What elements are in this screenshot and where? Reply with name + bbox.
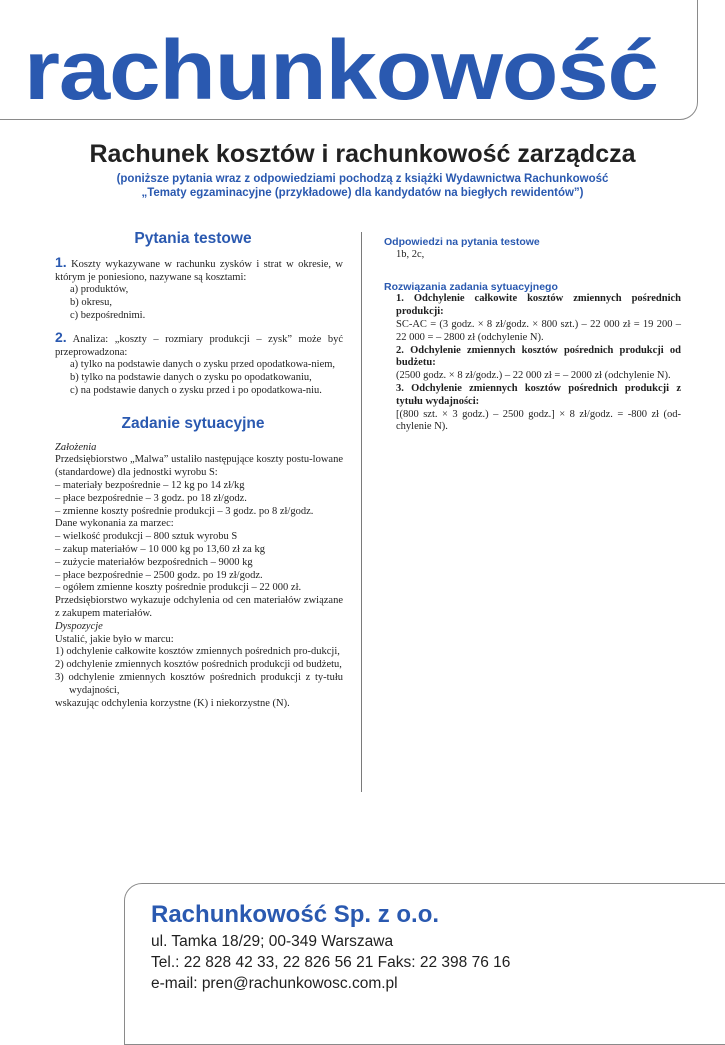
case-note: Przedsiębiorstwo wykazuje odchylenia od cen materiałów związane z zakupem materiałów.	[55, 595, 343, 619]
tests-heading: Pytania testowe	[134, 230, 252, 247]
question-2-text: Analiza: „koszty – rozmiary produkcji – zysk” może być przeprowadzona:	[55, 333, 343, 358]
q2-option-c: c) na podstawie danych o zysku przed i po opodatkowa-niu.	[70, 384, 322, 396]
question-1-text: Koszty wykazywane w rachunku zysków i strat w okresie, w którym je poniesiono, nazywane są kosztami:	[55, 258, 343, 283]
standard-cost-item: – płace bezpośrednie – 3 godz. po 18 zł/godz.	[55, 492, 247, 504]
solution-3-title: 3. Odchylenie zmiennych kosztów pośrednich produkcji z tytułu wydajności:	[396, 382, 681, 407]
case-intro: Przedsiębiorstwo „Malwa” ustaliło następujące koszty postu-lowane (standardowe) dla jednostki wyrobu S:	[55, 454, 343, 479]
standard-costs-list	[43, 480, 343, 518]
march-data-item: – wielkość produkcji – 800 sztuk wyrobu S	[55, 531, 238, 543]
solution-3-body: [(800 szt. × 3 godz.) – 2500 godz.] × 8 zł/godz. = -800 zł (od-chylenie N).	[396, 408, 681, 433]
assumptions-label: Założenia	[55, 441, 97, 453]
right-column	[384, 236, 681, 434]
solutions-heading: Rozwiązania zadania sytuacyjnego	[384, 280, 558, 293]
question-2	[43, 328, 343, 360]
march-data-list	[43, 531, 343, 595]
answers-text: 1b, 2c,	[396, 248, 425, 260]
solution-1-body: SC-AC = (3 godz. × 8 zł/godz. × 800 szt.) – 22 000 zł = 19 200 – 22 000 = – 2800 zł (odchylenie N).	[396, 318, 681, 343]
brand-logo: rachunkowość	[24, 23, 658, 117]
solution-1-title: 1. Odchylenie całkowite kosztów zmiennych pośrednich produkcji:	[396, 293, 681, 318]
solution-2-title: 2. Odchylenie zmiennych kosztów pośrednich produkcji od budżetu:	[396, 344, 681, 369]
march-data-item: – zakup materiałów – 10 000 kg po 13,60 zł za kg	[55, 543, 265, 555]
task-list	[43, 646, 343, 697]
solution-2-title-text: 2. Odchylenie zmiennych kosztów pośrednich produkcji od budżetu	[396, 344, 681, 369]
case-heading: Zadanie sytuacyjne	[121, 414, 265, 432]
q1-option-c: c) bezpośrednimi.	[70, 309, 146, 321]
q2-option-a: a) tylko na podstawie danych o zysku przed opodatkowa-niem,	[70, 359, 336, 371]
solution-3-title-text: 3. Odchylenie zmiennych kosztów pośrednich produkcji z tytułu wydajności	[396, 382, 681, 407]
solution-1-title-text: 1. Odchylenie całkowite kosztów zmiennych pośrednich produkcji	[396, 293, 681, 318]
march-data-item: – płace bezpośrednie – 2500 godz. po 19 zł/godz.	[55, 569, 263, 581]
question-1-number: 1.	[55, 253, 67, 270]
company-email[interactable]: e-mail: pren@rachunkowosc.com.pl	[151, 975, 398, 992]
left-column	[43, 232, 343, 710]
question-2-number: 2.	[55, 328, 67, 345]
standard-cost-item: – zmienne koszty pośrednie produkcji – 3 godz. po 8 zł/godz.	[55, 505, 314, 517]
disposition-label: Dyspozycje	[55, 620, 103, 632]
q1-option-b: b) okresu,	[70, 297, 112, 309]
q2-option-b: b) tylko na podstawie danych o zysku po opodatkowaniu,	[70, 372, 312, 384]
solution-2-body: (2500 godz. × 8 zł/godz.) – 22 000 zł = – 2000 zł (odchylenie N).	[396, 370, 671, 382]
task-item-3: 3) odchylenie zmiennych kosztów pośrednich produkcji z ty-tułu wydajności,	[55, 671, 343, 696]
q1-option-a: a) produktów,	[70, 284, 129, 296]
subtitle-line-1: (poniższe pytania wraz z odpowiedziami pochodzą z książki Wydawnictwa Rachunkowość	[116, 173, 609, 185]
answers-heading: Odpowiedzi na pytania testowe	[384, 236, 540, 248]
standard-cost-item: – materiały bezpośrednie – 12 kg po 14 zł/kg	[55, 479, 245, 491]
march-label: Dane wykonania za marzec:	[55, 518, 174, 530]
task-item-1: 1) odchylenie całkowite kosztów zmiennych pośrednich pro-dukcji,	[55, 646, 340, 658]
task-item-2: 2) odchylenie zmiennych kosztów pośrednich produkcji od budżetu,	[55, 659, 342, 671]
question-1	[43, 253, 343, 285]
company-name: Rachunkowość Sp. z o.o.	[151, 901, 440, 928]
company-phone: Tel.: 22 828 42 33, 22 826 56 21 Faks: 22 398 76 16	[151, 954, 511, 971]
task-intro: Ustalić, jakie było w marcu:	[55, 633, 174, 645]
page-subtitle	[0, 172, 725, 200]
task-outro: wskazując odchylenia korzystne (K) i niekorzystne (N).	[55, 697, 290, 709]
page-title: Rachunek kosztów i rachunkowość zarządcza	[89, 140, 636, 168]
march-data-item: – zużycie materiałów bezpośrednich – 9000 kg	[55, 556, 253, 568]
company-address: ul. Tamka 18/29; 00-349 Warszawa	[151, 933, 394, 950]
column-divider	[361, 232, 362, 792]
subtitle-line-2: „Tematy egzaminacyjne (przykładowe) dla kandydatów na biegłych rewidentów”)	[141, 187, 584, 199]
march-data-item: – ogółem zmienne koszty pośrednie produkcji – 22 000 zł.	[55, 582, 302, 594]
